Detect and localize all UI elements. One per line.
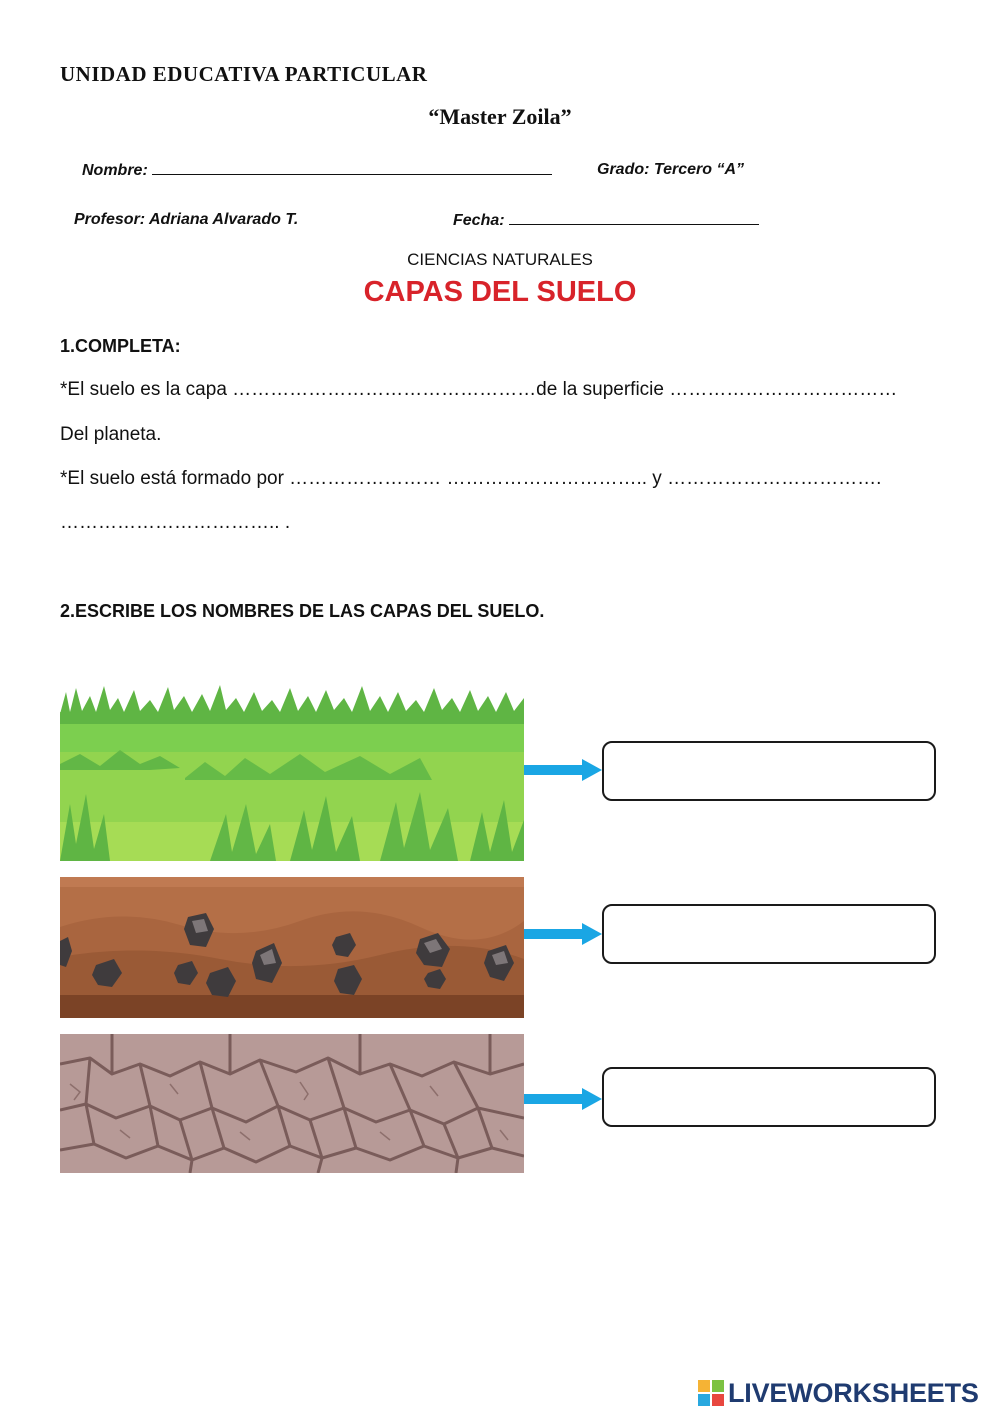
- rock-layer-image: [60, 1034, 524, 1173]
- liveworksheets-logo: [698, 1377, 979, 1409]
- grado-label: Grado: Tercero “A”: [597, 161, 744, 178]
- soil-layer-image: [60, 877, 524, 1018]
- answer-box-layer-3[interactable]: [602, 1067, 936, 1127]
- arrow-right-icon: [524, 1088, 602, 1110]
- fecha-label: Fecha:: [453, 212, 505, 229]
- institution-name: “Master Zoila”: [428, 104, 572, 129]
- fecha-line: [509, 211, 759, 225]
- section1-heading: 1.COMPLETA:: [60, 336, 181, 356]
- answer-box-layer-1[interactable]: [602, 741, 936, 801]
- fill-line-4: …………………………….. .: [60, 512, 291, 533]
- school-name: UNIDAD EDUCATIVA PARTICULAR: [60, 62, 428, 86]
- liveworksheets-brand: LIVEWORKSHEETS: [728, 1377, 979, 1408]
- liveworksheets-icon: [698, 1380, 724, 1406]
- arrow-right-icon: [524, 923, 602, 945]
- profesor-label: Profesor: Adriana Alvarado T.: [74, 211, 299, 228]
- fill-line-2: Del planeta.: [60, 424, 162, 445]
- nombre-label: Nombre:: [82, 162, 148, 179]
- grass-layer-image: [60, 684, 524, 861]
- section2-heading: 2.ESCRIBE LOS NOMBRES DE LAS CAPAS DEL SUELO.: [60, 601, 545, 621]
- fill-line-3: *El suelo está formado por …………………… ………………………….. y …………………………….: [60, 468, 882, 489]
- subject-label: CIENCIAS NATURALES: [407, 250, 593, 269]
- nombre-line: [152, 161, 552, 175]
- fill-line-1: *El suelo es la capa …………………………………………de la superficie ………………………………: [60, 379, 898, 400]
- fecha-field: [453, 211, 759, 230]
- page-title: CAPAS DEL SUELO: [363, 276, 637, 308]
- arrow-right-icon: [524, 759, 602, 781]
- answer-box-layer-2[interactable]: [602, 904, 936, 964]
- nombre-field: [82, 161, 552, 180]
